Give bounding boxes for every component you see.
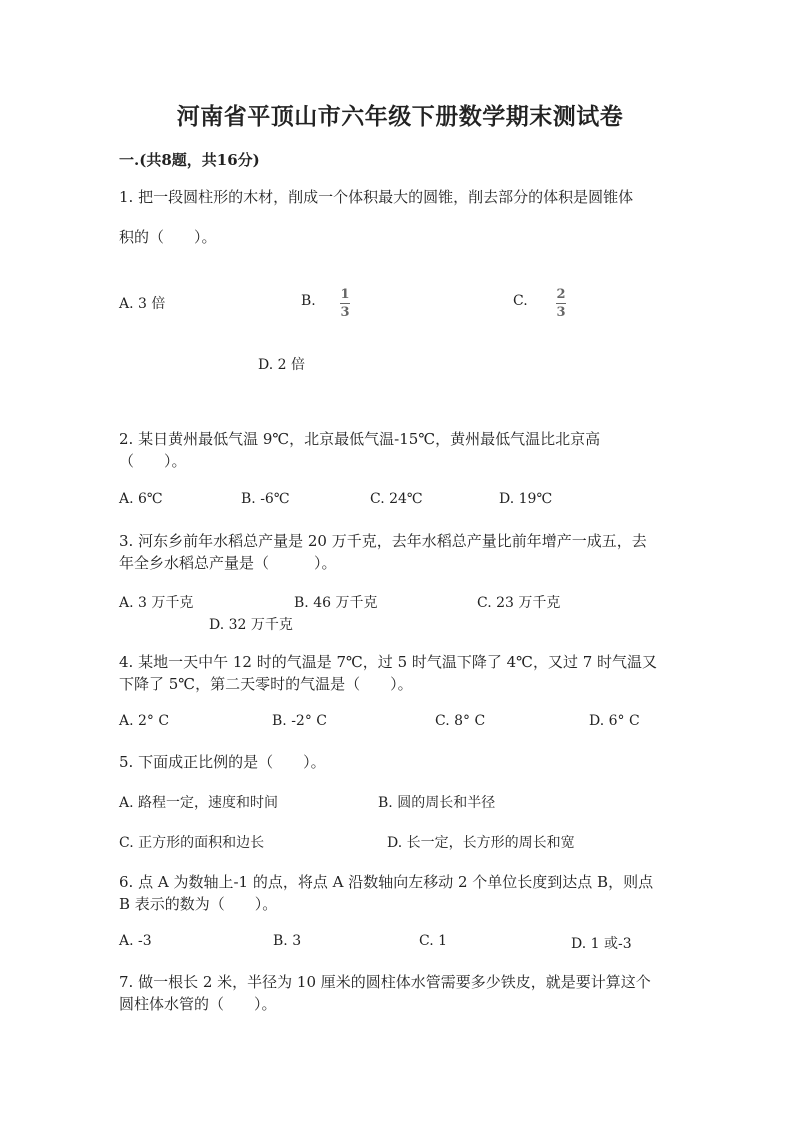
question-3-stem-line-1: 3. 河东乡前年水稻总产量是 20 万千克，去年水稻总产量比前年增产一成五，去 xyxy=(119,532,647,550)
question-1-option-b[interactable] xyxy=(301,293,316,309)
question-5-option-b[interactable]: B. 圆的周长和半径 xyxy=(378,795,496,811)
question-4-option-d[interactable]: D. 6° C xyxy=(589,713,640,729)
question-6-stem-line-1: 6. 点 A 为数轴上-1 的点，将点 A 沿数轴向左移动 2 个单位长度到达点 B，则点 xyxy=(119,873,654,891)
question-5-option-a[interactable]: A. 路程一定，速度和时间 xyxy=(119,795,279,811)
question-3-stem-line-2: 年全乡水稻总产量是（ ）。 xyxy=(119,554,337,572)
question-1-option-b-fraction xyxy=(340,287,350,320)
question-4-stem-line-2: 下降了 5℃，第二天零时的气温是（ ）。 xyxy=(119,675,413,693)
question-3-option-a[interactable]: A. 3 万千克 xyxy=(119,595,194,611)
question-7-stem-line-1: 7. 做一根长 2 米，半径为 10 厘米的圆柱体水管需要多少铁皮，就是要计算这个 xyxy=(119,973,651,991)
question-5-stem: 5. 下面成正比例的是（ ）。 xyxy=(119,753,326,771)
question-7-stem-line-2: 圆柱体水管的（ ）。 xyxy=(119,995,277,1013)
question-2-stem-line-1: 2. 某日黄州最低气温 9℃，北京最低气温-15℃，黄州最低气温比北京高 xyxy=(119,430,601,448)
question-6-stem-line-2: B 表示的数为（ ）。 xyxy=(119,895,278,913)
question-1-option-a[interactable]: A. 3 倍 xyxy=(119,296,166,312)
question-6-option-d[interactable]: D. 1 或-3 xyxy=(571,936,632,952)
question-2-option-a[interactable]: A. 6℃ xyxy=(119,491,163,507)
question-4-option-b[interactable]: B. -2° C xyxy=(272,713,327,729)
question-2-option-c[interactable]: C. 24℃ xyxy=(370,491,423,507)
fraction-denominator: 3 xyxy=(556,305,566,320)
question-2-option-d[interactable]: D. 19℃ xyxy=(499,491,553,507)
page-title: 河南省平顶山市六年级下册数学期末测试卷 xyxy=(176,103,624,130)
fraction-denominator: 3 xyxy=(340,305,350,320)
option-c-label: C. xyxy=(513,293,528,309)
question-2-option-b[interactable]: B. -6℃ xyxy=(241,491,290,507)
question-3-option-d[interactable]: D. 32 万千克 xyxy=(209,617,293,633)
question-1-option-d[interactable]: D. 2 倍 xyxy=(258,357,305,373)
fraction-numerator: 2 xyxy=(556,287,566,302)
fraction-numerator: 1 xyxy=(340,287,350,302)
option-b-label: B. xyxy=(301,293,316,309)
question-6-option-a[interactable]: A. -3 xyxy=(119,933,152,949)
question-3-option-b[interactable]: B. 46 万千克 xyxy=(294,595,378,611)
question-6-option-b[interactable]: B. 3 xyxy=(273,933,302,949)
question-5-option-c[interactable]: C. 正方形的面积和边长 xyxy=(119,835,265,851)
fraction-bar xyxy=(556,303,566,304)
question-4-stem-line-1: 4. 某地一天中午 12 时的气温是 7℃，过 5 时气温下降了 4℃，又过 7 时气温又 xyxy=(119,653,658,671)
fraction-bar xyxy=(340,303,350,304)
question-5-option-d[interactable]: D. 长一定，长方形的周长和宽 xyxy=(387,835,575,851)
question-2-stem-line-2: （ ）。 xyxy=(119,452,187,470)
question-1-stem-line-1: 1. 把一段圆柱形的木材，削成一个体积最大的圆锥，削去部分的体积是圆锥体 xyxy=(119,188,634,206)
question-3-option-c[interactable]: C. 23 万千克 xyxy=(477,595,561,611)
question-1-option-c-fraction xyxy=(556,287,566,320)
question-1-stem-line-2: 积的（ ）。 xyxy=(119,228,217,246)
section-heading: 一.(共8题，共16分) xyxy=(119,151,260,169)
question-4-option-a[interactable]: A. 2° C xyxy=(119,713,170,729)
question-1-option-c[interactable] xyxy=(513,293,528,309)
question-6-option-c[interactable]: C. 1 xyxy=(419,933,448,949)
question-4-option-c[interactable]: C. 8° C xyxy=(435,713,486,729)
